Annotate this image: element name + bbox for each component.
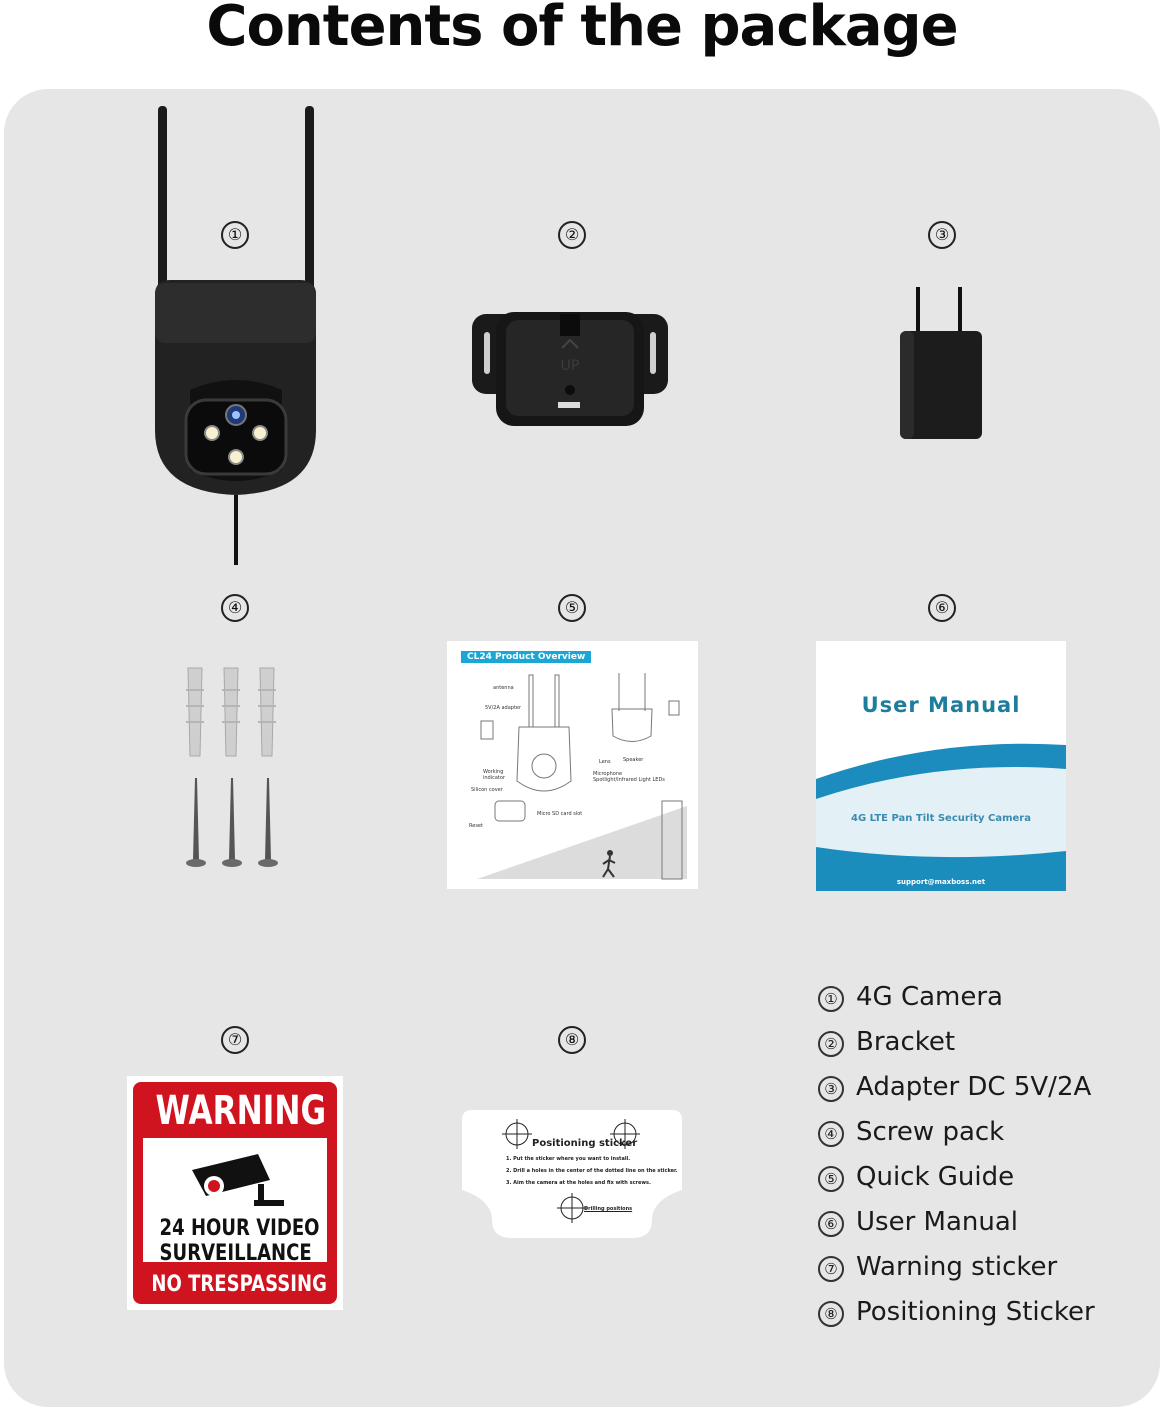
- sticker-step-1: 1. Put the sticker where you want to install.: [506, 1156, 631, 1162]
- positioning-sticker: [462, 1110, 682, 1238]
- warning-sticker: [127, 1076, 343, 1310]
- guide-label-microphone: Microphone: [593, 771, 623, 777]
- legend-label: User Manual: [856, 1207, 1019, 1237]
- quick-guide-header: CL24 Product Overview: [461, 651, 591, 663]
- adapter-image: [895, 285, 990, 445]
- sticker-title: Positioning sticker: [532, 1138, 638, 1149]
- legend-marker: ⑧: [818, 1301, 844, 1327]
- legend-label: Quick Guide: [856, 1162, 1015, 1192]
- screw-pack-image: [178, 660, 288, 875]
- legend-marker: ③: [818, 1076, 844, 1102]
- guide-label-lens: Lens: [599, 759, 611, 765]
- warning-footer: NO TRESPASSING: [151, 1272, 327, 1297]
- legend-marker: ⑤: [818, 1166, 844, 1192]
- item-marker-2: ②: [558, 221, 586, 249]
- cctv-icon: [188, 1150, 288, 1210]
- warning-line-1: 24 HOUR VIDEO: [159, 1216, 320, 1241]
- sticker-step-3: 3. Aim the camera at the holes and fix with screws.: [506, 1180, 651, 1186]
- guide-label-silicon: Silicon cover: [471, 787, 503, 793]
- bracket-up-label: UP: [560, 358, 580, 374]
- item-marker-6: ⑥: [928, 594, 956, 622]
- sticker-step-2: 2. Drill a holes in the center of the dotted line on the sticker.: [506, 1168, 678, 1174]
- legend-label: 4G Camera: [856, 982, 1003, 1012]
- guide-label-reset: Reset: [469, 823, 483, 829]
- warning-line-2: SURVEILLANCE: [159, 1241, 312, 1266]
- item-marker-7: ⑦: [221, 1026, 249, 1054]
- item-marker-1: ①: [221, 221, 249, 249]
- legend-marker: ①: [818, 986, 844, 1012]
- page-title: Contents of the package: [206, 0, 958, 59]
- camera-image: [150, 100, 330, 570]
- legend-marker: ⑥: [818, 1211, 844, 1237]
- bracket-image: [470, 310, 670, 430]
- quick-guide-card: [447, 641, 698, 889]
- guide-label-sd: Micro SD card slot: [537, 811, 583, 817]
- item-marker-8: ⑧: [558, 1026, 586, 1054]
- manual-subtitle: 4G LTE Pan Tilt Security Camera: [851, 813, 1031, 824]
- legend-label: Screw pack: [856, 1117, 1005, 1147]
- manual-email: support@maxboss.net: [896, 878, 986, 886]
- legend-marker: ④: [818, 1121, 844, 1147]
- guide-label-antenna: antenna: [493, 685, 514, 691]
- warning-title: WARNING: [155, 1088, 327, 1134]
- item-marker-3: ③: [928, 221, 956, 249]
- guide-label-adapter: 5V/2A adapter: [485, 705, 522, 711]
- item-marker-5: ⑤: [558, 594, 586, 622]
- legend-label: Positioning Sticker: [856, 1297, 1095, 1327]
- legend-marker: ②: [818, 1031, 844, 1057]
- legend-label: Warning sticker: [856, 1252, 1058, 1282]
- item-marker-4: ④: [221, 594, 249, 622]
- legend-label: Adapter DC 5V/2A: [856, 1072, 1092, 1102]
- user-manual-cover: [816, 641, 1066, 891]
- legend-label: Bracket: [856, 1027, 956, 1057]
- sticker-drill-label: Drilling positions: [584, 1206, 633, 1212]
- guide-label-speaker: Speaker: [623, 757, 644, 763]
- guide-label-working: Working indicator: [483, 769, 506, 781]
- legend-marker: ⑦: [818, 1256, 844, 1282]
- manual-title: User Manual: [861, 693, 1021, 717]
- guide-label-spotlight: Spotlight/Infrared Light LEDs: [593, 777, 665, 783]
